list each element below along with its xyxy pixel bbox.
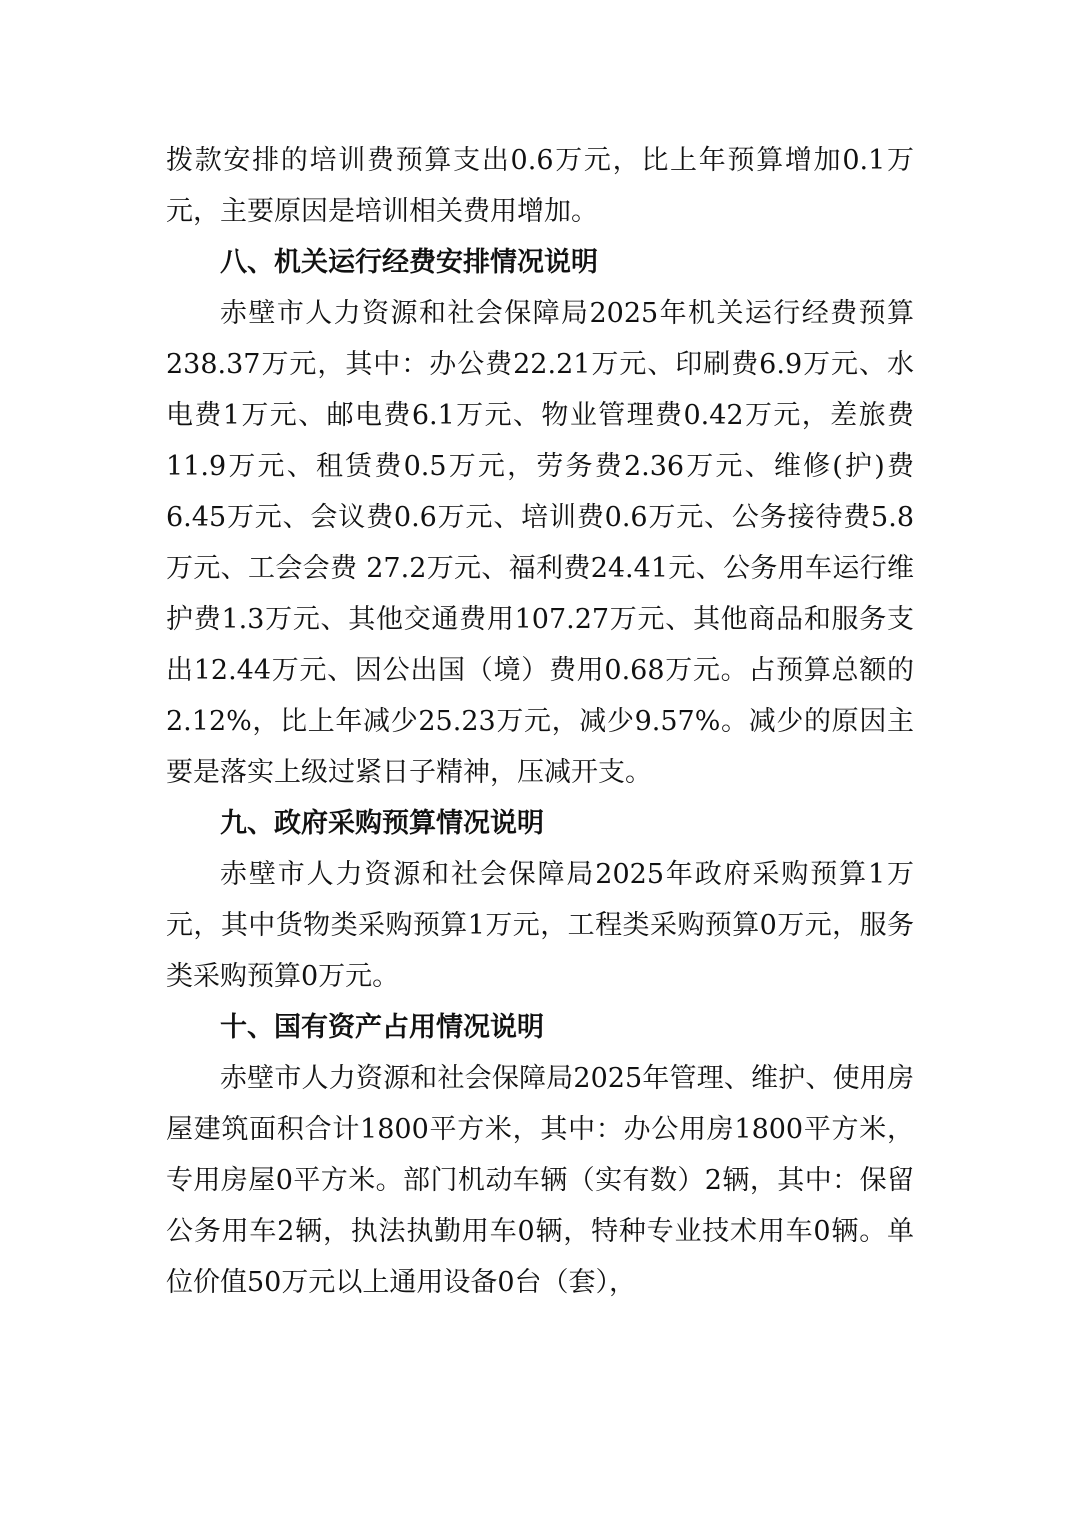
section-heading-9: 九、政府采购预算情况说明 xyxy=(220,808,544,839)
section-heading-10: 十、国有资产占用情况说明 xyxy=(220,1012,544,1043)
paragraph-operating-expenses: 赤壁市人力资源和社会保障局2025年机关运行经费预算238.37万元，其中：办公费22.21万元、印刷费6.9万元、水电费1万元、邮电费6.1万元、物业管理费0.42万元，差旅费11.9万元、租赁费0.5万元，劳务费2.36万元、维修(护)费6.45万元、会议费0.6万元、培训费0.6万元、公务接待费5.8万元、工会会费 27.2万元、福利费24.41元、公务用车运行维护费1.3万元、其他交通费用107.27万元、其他商品和服务支出12.44万元、因公出国（境）费用0.68万元。占预算总额的2.12%，比上年减少25.23万元，减少9.57%。减少的原因主要是落实上级过紧日子精神，压减开支。 xyxy=(166,298,914,788)
paragraph-state-assets: 赤壁市人力资源和社会保障局2025年管理、维护、使用房屋建筑面积合计1800平方米，其中：办公用房1800平方米，专用房屋0平方米。部门机动车辆（实有数）2辆，其中：保留公务用车2辆，执法执勤用车0辆，特种专业技术用车0辆。单位价值50万元以上通用设备0台（套）， xyxy=(166,1063,914,1298)
section-heading-8: 八、机关运行经费安排情况说明 xyxy=(220,247,598,278)
paragraph-government-procurement: 赤壁市人力资源和社会保障局2025年政府采购预算1万元，其中货物类采购预算1万元，工程类采购预算0万元，服务类采购预算0万元。 xyxy=(166,859,914,992)
document-body xyxy=(166,135,914,1308)
paragraph-training-fee-continued: 拨款安排的培训费预算支出0.6万元，比上年预算增加0.1万元，主要原因是培训相关费用增加。 xyxy=(166,145,914,227)
